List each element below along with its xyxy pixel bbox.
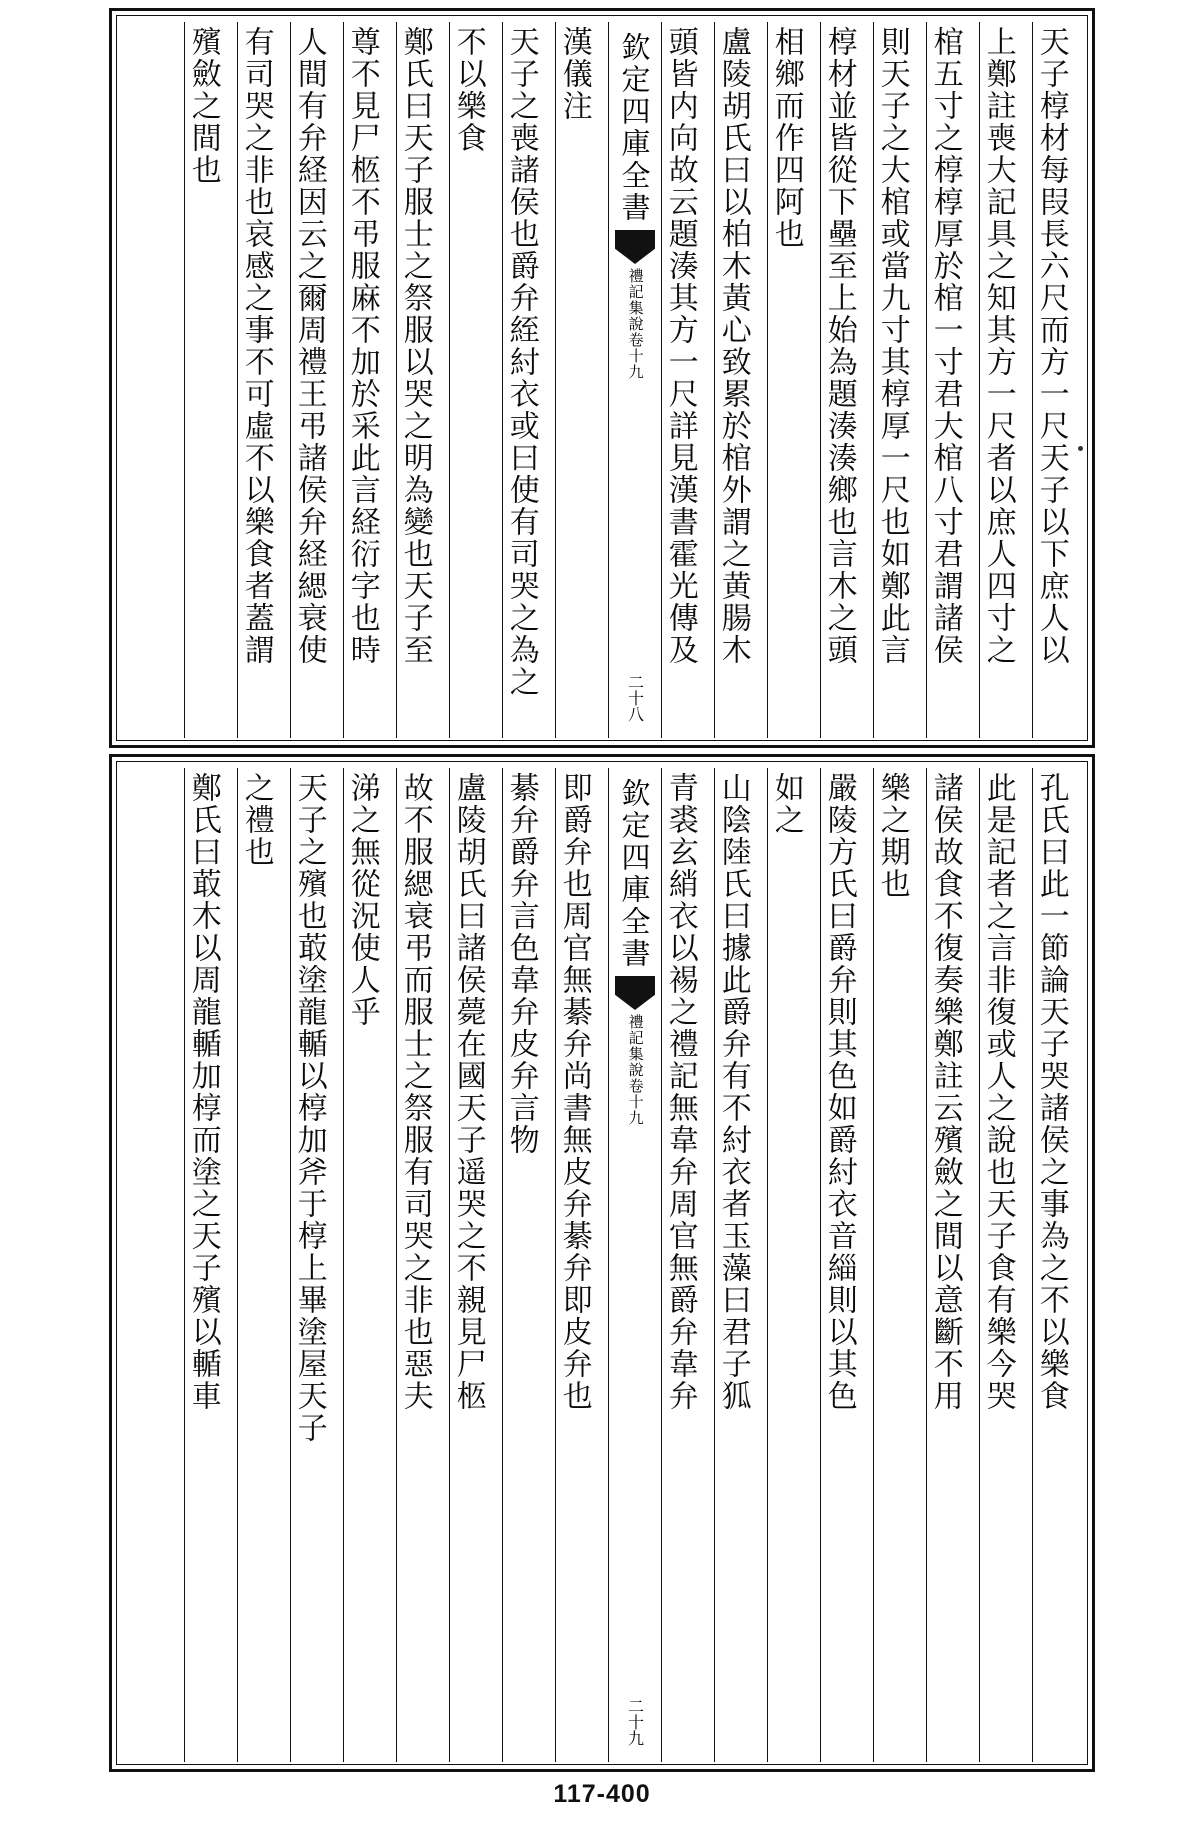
text-column	[926, 768, 979, 1762]
banner-folio: 二十八	[625, 674, 645, 722]
text-column	[767, 768, 820, 1762]
text-column	[979, 22, 1032, 738]
scanned-leaf-bottom	[109, 754, 1095, 1772]
text-column	[661, 22, 714, 738]
text-column	[343, 768, 396, 1762]
text-column	[290, 22, 343, 738]
text-column	[237, 22, 290, 738]
column-text: 相鄉而作四阿也	[768, 26, 804, 250]
column-text: 鄭氏曰天子服士之祭服以哭之明為變也天子至	[397, 26, 433, 666]
text-column	[661, 768, 714, 1762]
banner-folio: 二十九	[625, 1698, 645, 1746]
column-text: 漢儀注	[556, 26, 592, 122]
column-text: 之禮也	[238, 772, 274, 868]
text-columns-top	[117, 16, 1087, 740]
text-column	[343, 22, 396, 738]
text-column	[1032, 768, 1085, 1762]
text-columns-bottom	[117, 762, 1087, 1764]
text-column-blank	[131, 768, 184, 1762]
text-column	[873, 22, 926, 738]
column-text: 天子椁材每叚長六尺而方一尺天子以下庶人以	[1033, 26, 1069, 666]
column-text: 則天子之大棺或當九寸其椁厚一尺也如鄭此言	[874, 26, 910, 666]
column-text: 盧陵胡氏曰諸侯薨在國天子遥哭之不親見尸柩	[450, 772, 486, 1412]
text-column	[555, 768, 608, 1762]
text-column	[237, 768, 290, 1762]
column-text: 青裘玄綃衣以裼之禮記無韋弁周官無爵弁韋弁	[662, 772, 698, 1412]
column-text: 尊不見尸柩不弔服麻不加於采此言経衍字也時	[344, 26, 380, 666]
text-column	[979, 768, 1032, 1762]
banner-subtitle: 禮記集說	[626, 268, 645, 332]
text-column	[1032, 22, 1085, 738]
column-text: 即爵弁也周官無綦弁尚書無皮弁綦弁即皮弁也	[556, 772, 592, 1412]
column-text: 上鄭註喪大記具之知其方一尺者以庶人四寸之	[980, 26, 1016, 666]
column-text: 鄭氏曰菆木以周龍輴加椁而塗之天子殯以輴車	[185, 772, 221, 1412]
column-text: 此是記者之言非復或人之說也天子食有樂今哭	[980, 772, 1016, 1412]
column-text: 椁材並皆從下壘至上始為題湊湊鄉也言木之頭	[821, 26, 857, 666]
fishtail-icon	[615, 230, 655, 264]
scanned-leaf-top	[109, 8, 1095, 748]
banner-block	[611, 772, 659, 1760]
column-text: 有司哭之非也哀感之事不可虛不以樂食者蓋謂	[238, 26, 274, 666]
text-column	[873, 768, 926, 1762]
column-text: 綦弁爵弁言色韋弁皮弁言物	[503, 772, 539, 1156]
column-text: 人間有弁経因云之爾周禮王弔諸侯弁経緦衰使	[291, 26, 327, 666]
column-text: 故不服緦衰弔而服士之祭服有司哭之非也惡夫	[397, 772, 433, 1412]
column-text: 諸侯故食不復奏樂鄭註云殯斂之間以意斷不用	[927, 772, 963, 1412]
text-column	[714, 768, 767, 1762]
text-column	[502, 22, 555, 738]
banner-title: 欽定四庫全書	[617, 32, 652, 224]
center-banner-column	[608, 768, 661, 1762]
text-column	[926, 22, 979, 738]
column-text: 樂之期也	[874, 772, 910, 900]
leaf-inner-frame	[116, 15, 1088, 741]
text-column	[290, 768, 343, 1762]
text-column	[184, 768, 237, 1762]
text-column	[396, 768, 449, 1762]
column-text: 山陰陸氏曰據此爵弁有不紂衣者玉藻曰君子狐	[715, 772, 751, 1412]
text-column-blank	[131, 22, 184, 738]
text-column	[767, 22, 820, 738]
text-column	[396, 22, 449, 738]
column-text: 棺五寸之椁椁厚於棺一寸君大棺八寸君謂諸侯	[927, 26, 963, 666]
column-text: 如之	[768, 772, 804, 836]
fishtail-icon	[615, 976, 655, 1010]
column-text: 天子之喪諸侯也爵弁絰紂衣或曰使有司哭之為之	[503, 26, 539, 698]
column-text: 嚴陵方氏曰爵弁則其色如爵紂衣音緇則以其色	[821, 772, 857, 1412]
text-column	[555, 22, 608, 738]
center-banner-column	[608, 22, 661, 738]
text-column	[820, 768, 873, 1762]
column-text: 殯斂之間也	[185, 26, 221, 186]
column-text: 涕之無從況使人乎	[344, 772, 380, 1028]
banner-title: 欽定四庫全書	[617, 778, 652, 970]
banner-block	[611, 26, 659, 736]
column-text: 不以樂食	[450, 26, 486, 154]
column-text: 孔氏曰此一節論天子哭諸侯之事為之不以樂食	[1033, 772, 1069, 1412]
text-column	[449, 22, 502, 738]
text-column	[820, 22, 873, 738]
page-number: 117-400	[553, 1780, 651, 1808]
leaf-inner-frame	[116, 761, 1088, 1765]
text-column	[714, 22, 767, 738]
column-text: 盧陵胡氏曰以柏木黃心致累於棺外謂之黄腸木	[715, 26, 751, 666]
banner-volume: 卷十九	[626, 1078, 645, 1126]
text-column	[502, 768, 555, 1762]
column-text: 頭皆内向故云題湊其方一尺詳見漢書霍光傳及	[662, 26, 698, 666]
scan-speck	[1078, 446, 1083, 451]
text-column	[184, 22, 237, 738]
banner-subtitle: 禮記集說	[626, 1014, 645, 1078]
text-column	[449, 768, 502, 1762]
column-text: 天子之殯也菆塗龍輴以椁加斧于椁上畢塗屋天子	[291, 772, 327, 1444]
banner-volume: 卷十九	[626, 332, 645, 380]
